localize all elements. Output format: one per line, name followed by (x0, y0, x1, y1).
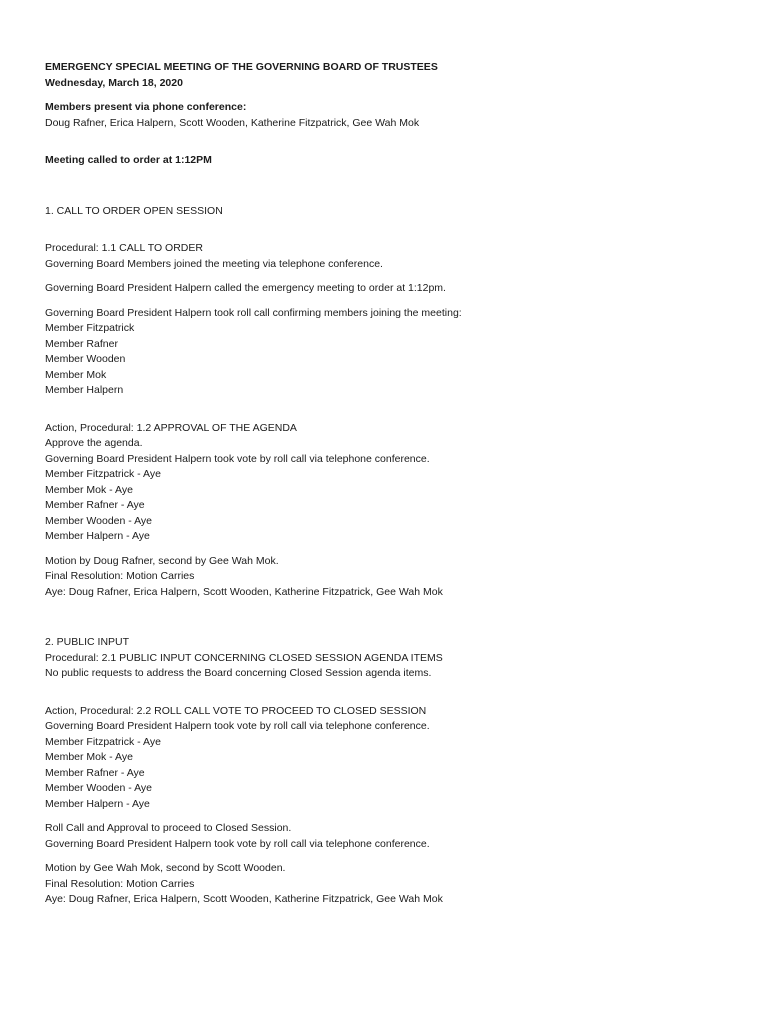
resolution-line: Final Resolution: Motion Carries (45, 570, 195, 582)
aye-line: Aye: Doug Rafner, Erica Halpern, Scott Wooden, Katherine Fitzpatrick, Gee Wah Mok (45, 585, 443, 598)
called-to-order: Meeting called to order at 1:12PM (45, 154, 212, 166)
vote-line: Member Halpern - Aye (45, 530, 150, 542)
vote-line: Member Rafner - Aye (45, 766, 145, 779)
members-heading: Members present via phone conference: (45, 101, 247, 113)
item-1-2-text: Approve the agenda. (45, 437, 143, 449)
member-line: Member Rafner (45, 337, 118, 350)
vote-line: Member Halpern - Aye (45, 797, 150, 810)
item-2-1-title: Procedural: 2.1 PUBLIC INPUT CONCERNING CLOSED SESSION AGENDA ITEMS (45, 651, 443, 664)
resolution-line: Final Resolution: Motion Carries (45, 877, 195, 890)
item-2-2-text: Roll Call and Approval to proceed to Closed Session. (45, 822, 292, 834)
item-2-1-text: No public requests to address the Board concerning Closed Session agenda items. (45, 667, 432, 679)
document-title: EMERGENCY SPECIAL MEETING OF THE GOVERNING BOARD OF TRUSTEES (45, 61, 438, 73)
vote-line: Member Mok - Aye (45, 751, 133, 763)
member-line: Member Halpern (45, 384, 124, 396)
item-1-2-title: Action, Procedural: 1.2 APPROVAL OF THE AGENDA (45, 421, 297, 434)
item-1-1-text: Governing Board Members joined the meeting via telephone conference. (45, 257, 383, 270)
motion-line: Motion by Doug Rafner, second by Gee Wah Mok. (45, 554, 279, 567)
item-2-2-text: Governing Board President Halpern took vote by roll call via telephone conference. (45, 837, 430, 850)
item-1-1-text: Governing Board President Halpern called the emergency meeting to order at 1:12pm. (45, 282, 446, 294)
document-page (45, 60, 745, 908)
vote-line: Member Rafner - Aye (45, 499, 145, 511)
member-line: Member Fitzpatrick (45, 322, 135, 334)
item-1-1-text: Governing Board President Halpern took roll call confirming members joining the meeting: (45, 306, 462, 319)
aye-line: Aye: Doug Rafner, Erica Halpern, Scott Wooden, Katherine Fitzpatrick, Gee Wah Mok (45, 893, 443, 905)
section-2-heading: 2. PUBLIC INPUT (45, 636, 130, 648)
meeting-date: Wednesday, March 18, 2020 (45, 76, 183, 89)
member-line: Member Wooden (45, 353, 126, 365)
member-line: Member Mok (45, 368, 107, 381)
vote-line: Member Fitzpatrick - Aye (45, 735, 161, 748)
vote-line: Member Wooden - Aye (45, 514, 152, 527)
item-1-1-title: Procedural: 1.1 CALL TO ORDER (45, 242, 203, 254)
vote-line: Member Wooden - Aye (45, 782, 152, 794)
item-2-2-text: Governing Board President Halpern took vote by roll call via telephone conference. (45, 720, 430, 732)
item-2-2-title: Action, Procedural: 2.2 ROLL CALL VOTE TO PROCEED TO CLOSED SESSION (45, 704, 427, 717)
section-1-heading: 1. CALL TO ORDER OPEN SESSION (45, 204, 223, 217)
vote-line: Member Mok - Aye (45, 483, 133, 496)
vote-line: Member Fitzpatrick - Aye (45, 468, 161, 480)
item-1-2-text: Governing Board President Halpern took vote by roll call via telephone conference. (45, 452, 430, 465)
members-list: Doug Rafner, Erica Halpern, Scott Wooden, Katherine Fitzpatrick, Gee Wah Mok (45, 116, 420, 129)
motion-line: Motion by Gee Wah Mok, second by Scott Wooden. (45, 862, 286, 874)
